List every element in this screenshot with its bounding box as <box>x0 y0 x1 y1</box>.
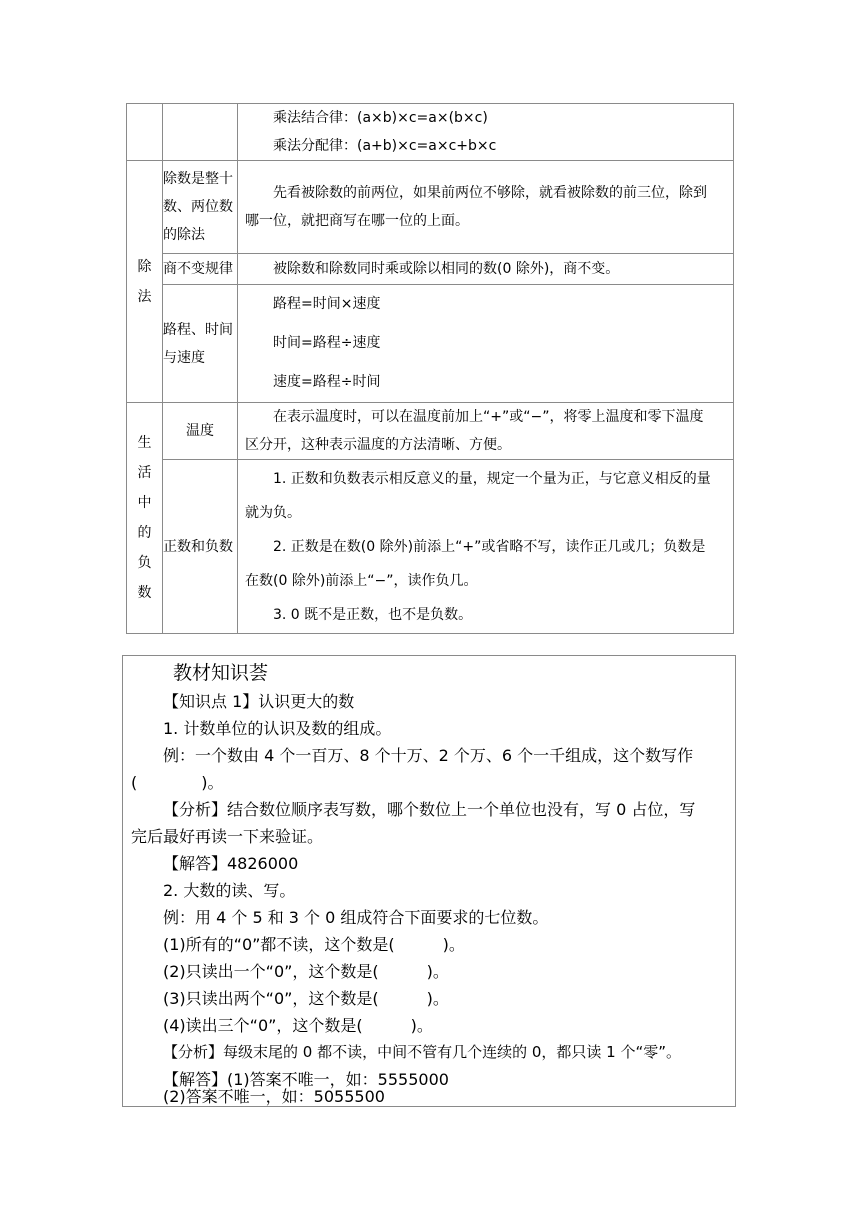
box-line: ( )。 <box>131 773 224 792</box>
category-label: 生 活 中 的 负 数 <box>137 435 152 601</box>
category-cell-division <box>127 161 163 403</box>
content-cell <box>238 104 734 161</box>
category-cell <box>127 104 163 161</box>
box-line: 完后最好再读一下来验证。 <box>131 827 324 846</box>
topic-cell <box>163 104 238 161</box>
formula-line: 乘法分配律：(a+b)×c=a×c+b×c <box>273 138 497 154</box>
box-line: (3)只读出两个“0”，这个数是( )。 <box>163 989 449 1008</box>
box-line: (2)只读出一个“0”，这个数是( )。 <box>163 962 449 981</box>
box-line: 【解答】(1)答案不唯一，如：5555000 <box>163 1070 449 1089</box>
textbook-knowledge-box <box>122 655 736 1107</box>
box-line: 例：一个数由 4 个一百万、8 个十万、2 个万、6 个一千组成，这个数写作 <box>163 746 694 765</box>
table-row <box>127 403 734 460</box>
box-line: 1. 计数单位的认识及数的组成。 <box>163 719 392 738</box>
box-line: 【分析】每级末尾的 0 都不读，中间不管有几个连续的 0，都只读 1 个“零”。 <box>163 1043 682 1061</box>
topic-cell: 除数是整十 数、两位数 的除法 <box>163 161 238 254</box>
table-row <box>127 460 734 634</box>
content-cell: 1. 正数和负数表示相反意义的量，规定一个量为正，与它意义相反的量 就为负。 2. 正数是在数(0 除外)前添上“+”或省略不写，读作正几或几；负数是 在数(0 除外)前添上“−”，读作负几。 3. 0 既不是正数，也不是负数。 <box>238 460 734 634</box>
box-line: 【分析】结合数位顺序表写数，哪个数位上一个单位也没有，写 0 占位，写 <box>163 800 696 819</box>
formula-line: 乘法结合律：(a×b)×c=a×(b×c) <box>273 110 488 126</box>
box-line: 例：用 4 个 5 和 3 个 0 组成符合下面要求的七位数。 <box>163 908 549 927</box>
content-cell: 在表示温度时，可以在温度前加上“+”或“−”，将零上温度和零下温度 区分开，这种表示温度的方法清晰、方便。 <box>238 403 734 460</box>
table-row <box>127 104 734 161</box>
topic-cell: 路程、时间 与速度 <box>163 285 238 403</box>
topic-cell: 商不变规律 <box>163 254 238 285</box>
box-line: (2)答案不唯一，如：5055500 <box>163 1087 385 1106</box>
content-cell: 先看被除数的前两位，如果前两位不够除，就看被除数的前三位，除到 哪一位，就把商写在哪一位的上面。 <box>238 161 734 254</box>
box-line: 2. 大数的读、写。 <box>163 881 296 900</box>
knowledge-table <box>126 103 734 634</box>
table-row <box>127 285 734 403</box>
table-row <box>127 254 734 285</box>
content-cell: 路程=时间×速度 时间=路程÷速度 速度=路程÷时间 <box>238 285 734 403</box>
table-row <box>127 161 734 254</box>
box-line: (4)读出三个“0”，这个数是( )。 <box>163 1016 433 1035</box>
category-label: 除 法 <box>137 258 152 305</box>
box-title: 教材知识荟 <box>173 662 269 684</box>
topic-cell: 温度 <box>163 403 238 460</box>
content-cell: 被除数和除数同时乘或除以相同的数(0 除外)，商不变。 <box>238 254 734 285</box>
box-line: (1)所有的“0”都不读，这个数是( )。 <box>163 935 465 954</box>
topic-cell: 正数和负数 <box>163 460 238 634</box>
knowledge-point-heading: 【知识点 1】认识更大的数 <box>163 692 355 711</box>
box-line: 【解答】4826000 <box>163 854 299 873</box>
category-cell-negative <box>127 403 163 634</box>
